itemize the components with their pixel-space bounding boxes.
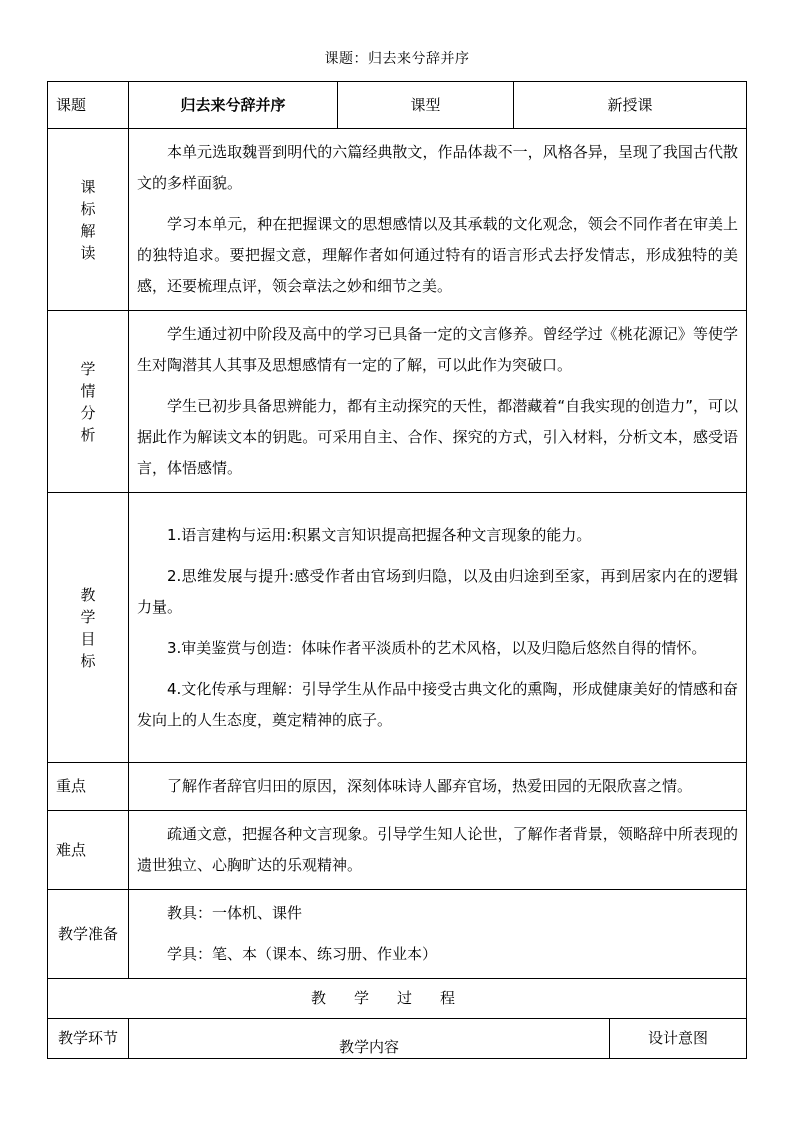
preparation-content bbox=[129, 890, 747, 979]
difficulty-label: 难点 bbox=[48, 811, 129, 890]
goals-content bbox=[129, 493, 747, 763]
header-row bbox=[48, 82, 747, 129]
curriculum-label: 课 标 解 读 bbox=[48, 129, 129, 311]
content-column-header: 教学内容 bbox=[129, 1019, 610, 1059]
goals-label: 教 学 目 标 bbox=[48, 493, 129, 763]
lesson-plan-table bbox=[47, 81, 747, 1059]
key-point-text: 了解作者辞官归田的原因，深刻体味诗人鄙弃官场，热爱田园的无限欣喜之情。 bbox=[167, 777, 693, 795]
key-point-content bbox=[129, 763, 747, 811]
goal-item: 3.审美鉴赏与创造：体味作者平淡质朴的艺术风格，以及归隐后悠然自得的情怀。 bbox=[167, 638, 707, 657]
analysis-row bbox=[48, 311, 747, 493]
page-title: 课题：归去来兮辞并序 bbox=[324, 51, 470, 67]
intent-column-header: 设计意图 bbox=[610, 1019, 747, 1059]
topic-value: 归去来兮辞并序 bbox=[129, 82, 338, 129]
difficulty-text: 疏通文意，把握各种文言现象。引导学生知人论世，了解作者背景，领略辞中所表现的遗世独立、心胸旷达的乐观精神。 bbox=[137, 825, 739, 874]
analysis-paragraph: 学生通过初中阶段及高中的学习已具备一定的文言修养。曾经学过《桃花源记》等使学生对陶潜其人其事及思想感情有一定的了解，可以此作为突破口。 bbox=[137, 325, 739, 374]
student-tools: 学具：笔、本（课本、练习册、作业本） bbox=[167, 945, 438, 963]
curriculum-content bbox=[129, 129, 747, 311]
analysis-paragraph: 学生已初步具备思辨能力，都有主动探究的天性，都潜藏着“自我实现的创造力”，可以据此作为解读文本的钥匙。可采用自主、合作、探究的方式，引入材料，分析文本，感受语言，体悟感情。 bbox=[137, 397, 739, 477]
key-point-row bbox=[48, 763, 747, 811]
topic-label: 课题 bbox=[48, 82, 129, 129]
curriculum-row bbox=[48, 129, 747, 311]
type-value: 新授课 bbox=[514, 82, 747, 129]
goal-item: 2.思维发展与提升:感受作者由官场到归隐，以及由归途到至家，再到居家内在的逻辑力量。 bbox=[137, 566, 739, 616]
goal-item: 4.文化传承与理解：引导学生从作品中接受古典文化的熏陶，形成健康美好的情感和奋发向上的人生态度，奠定精神的底子。 bbox=[137, 679, 739, 729]
curriculum-paragraph: 学习本单元，种在把握课文的思想感情以及其承载的文化观念，领会不同作者在审美上的独特追求。要把握文意，理解作者如何通过特有的语言形式去抒发情志，形成独特的美感，还要梳理点评，领会章法之妙和细节之美。 bbox=[137, 215, 739, 295]
stage-column-header: 教学环节 bbox=[48, 1019, 129, 1059]
type-label: 课型 bbox=[338, 82, 514, 129]
preparation-label: 教学准备 bbox=[48, 890, 129, 979]
key-point-label: 重点 bbox=[48, 763, 129, 811]
difficulty-content bbox=[129, 811, 747, 890]
preparation-row bbox=[48, 890, 747, 979]
process-title-row bbox=[48, 979, 747, 1019]
goal-item: 1.语言建构与运用:积累文言知识提高把握各种文言现象的能力。 bbox=[167, 525, 592, 544]
teacher-tools: 教具：一体机、课件 bbox=[167, 904, 303, 922]
analysis-content bbox=[129, 311, 747, 493]
process-title: 教学过程 bbox=[48, 979, 747, 1019]
difficulty-row bbox=[48, 811, 747, 890]
curriculum-paragraph: 本单元选取魏晋到明代的六篇经典散文，作品体裁不一，风格各异，呈现了我国古代散文的多样面貌。 bbox=[137, 143, 739, 192]
process-header-row bbox=[48, 1019, 747, 1059]
goals-row bbox=[48, 493, 747, 763]
analysis-label: 学 情 分 析 bbox=[48, 311, 129, 493]
